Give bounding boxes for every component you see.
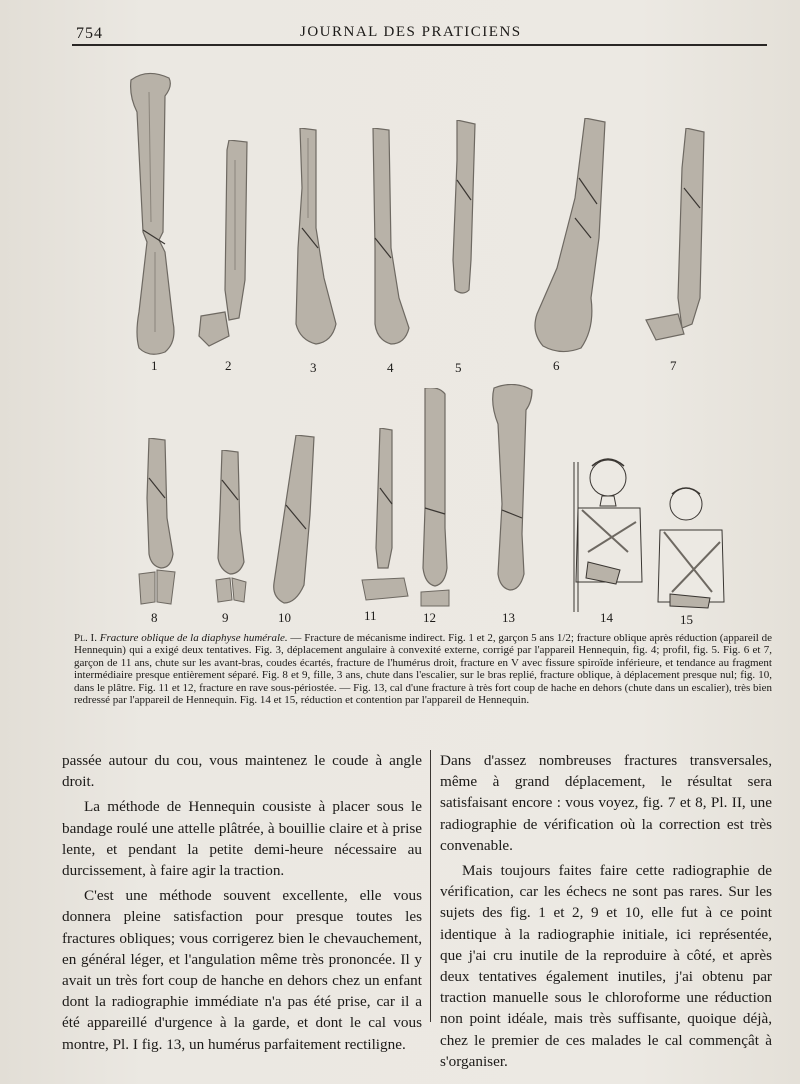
right-column — [440, 750, 772, 1072]
figure-5-humerus — [445, 120, 485, 375]
figure-9-humerus — [210, 450, 260, 625]
figure-12-humerus — [415, 388, 455, 625]
figure-15-boy-in-apparatus — [650, 482, 730, 627]
figure-6-humerus — [525, 118, 615, 373]
paragraph: Dans d'assez nombreuses fractures transversales, même à grand déplacement, le résultat sera satisfaisant encore : vous voyez, fig. 7 et 8, Pl. II, une radiographie de vérification où la correction est très convenable. — [440, 752, 772, 854]
figure-1-humerus — [125, 72, 185, 373]
paragraph: passée autour du cou, vous maintenez le coude à angle droit. — [62, 752, 422, 791]
figure-4-humerus — [365, 128, 425, 375]
paragraph: Mais toujours faites faire cette radiographie de vérification, car les échecs ne sont pas rares. Sur les sujets des fig. 1 et 2, 9 et 10, elle fut à ce point identique à la radiographie initiale, ici représentée, que j'ai cru inutile de la reproduire à côté, et après deux tentatives également inutiles, j'ai obtenu par traction manuelle sous le chloroforme une réduction non point idéale, mais très suffisante, quoique déjà, chez le premier de ces malades le cal commençât à s'organiser. — [440, 862, 772, 1070]
figure-number: 5 — [455, 360, 462, 375]
figure-number: 9 — [222, 610, 229, 625]
caption-label: Pl. I. — [74, 632, 97, 644]
plate-figures — [70, 60, 790, 630]
column-divider — [430, 750, 431, 1022]
figure-3-humerus — [282, 128, 342, 375]
paragraph: La méthode de Hennequin cousiste à placer sous le bandage roulé une attelle plâtrée, à bouillie claire et à prise lente, et pendant la petite demi-heure nécessaire au durcissement, à faire agir la traction. — [62, 798, 422, 880]
header-rule — [72, 44, 767, 46]
figure-13-humerus — [488, 384, 538, 625]
figure-number: 8 — [151, 610, 158, 625]
paragraph: C'est une méthode souvent excellente, elle vous donnera pleine satisfaction pour presque toutes les fractures obliques; vous corrigerez bien le chevauchement, en général léger, et l'angulation même très prononcée. Il y avait un très fort coup de hanche en dehors chez un enfant dont la radiographie immédiate n'a pas été prise, car il a été appareillé d'urgence à la garde, et dont le cal vous montre, Pl. I fig. 13, un humérus parfaitement rectiligne. — [62, 887, 422, 1053]
figure-11-humerus — [358, 428, 413, 623]
left-column — [62, 750, 422, 1055]
figure-number: 13 — [502, 610, 515, 625]
figure-number: 4 — [387, 360, 394, 375]
figure-number: 14 — [600, 610, 613, 625]
plate-caption — [74, 632, 772, 706]
figure-8-humerus — [135, 438, 185, 625]
figure-number: 6 — [553, 358, 560, 373]
caption-title: Fracture oblique de la diaphyse humérale. — [99, 632, 288, 644]
figure-10-humerus — [266, 435, 326, 625]
figure-number: 7 — [670, 358, 677, 373]
figure-number: 10 — [278, 610, 291, 625]
figure-number: 2 — [225, 358, 232, 373]
caption-body: — Fracture de mécanisme indirect. Fig. 1 et 2, garçon 5 ans 1/2; fracture oblique après réduction (appareil de Hennequin) qui a exigé deux tentatives. Fig. 3, déplacement angulaire à convexité externe, corrigé par l'appareil Hennequin, fig. 4; profil, fig. 5. Fig. 6 et 7, garçon de 11 ans, chute sur les avant-bras, coudes écartés, fracture de l'humérus droit, fracture en V avec fissure spiroïde inférieure, et tendance au fragment intermédiaire presque entièrement séparé. Fig. 8 et 9, fille, 3 ans, chute dans l'escalier, sur le bras replié, fracture oblique, à déplacement presque nul; fig. 10, dans le plâtre. Fig. 11 et 12, fracture en rave sous-périostée. — Fig. 13, cal d'une fracture à très fort coup de hache en dehors (chute dans un escalier), très bien redressé par l'appareil de Hennequin. Fig. 14 et 15, réduction et contention par l'appareil de Hennequin. — [74, 632, 773, 707]
journal-title: JOURNAL DES PRATICIENS — [300, 24, 522, 40]
page-header — [0, 20, 800, 50]
figure-number: 1 — [151, 358, 158, 373]
figure-2-humerus — [195, 140, 255, 373]
page-number: 754 — [76, 25, 103, 42]
figure-number: 15 — [680, 612, 693, 627]
figure-number: 11 — [364, 608, 377, 623]
figure-number: 12 — [423, 610, 436, 625]
figure-number: 3 — [310, 360, 317, 375]
figure-14-boy-in-apparatus — [558, 452, 648, 625]
figure-7-humerus — [642, 128, 722, 373]
